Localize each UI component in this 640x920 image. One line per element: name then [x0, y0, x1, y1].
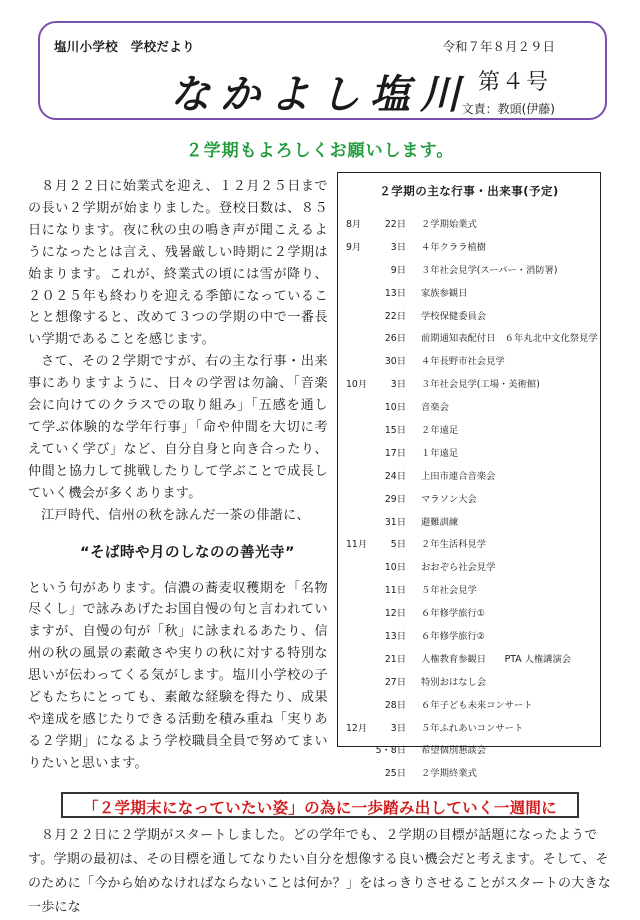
haiku-quote: “そば時や月のしなのの善光寺” [80, 544, 296, 561]
event-day: 26日 [384, 333, 406, 345]
event-name: １年遠足 [421, 447, 459, 459]
event-name: おおぞら社会見学 [421, 562, 496, 574]
event-day: 29日 [384, 493, 406, 505]
main-article [28, 176, 328, 775]
event-name: ２年生活科見学 [421, 539, 487, 551]
event-name: 上田市連合音楽会 [421, 470, 496, 482]
event-month: 10月 [346, 379, 368, 391]
second-article-text: ８月２２日に２学期がスタートしました。どの学年でも、２学期の目標が話題になったようです。学期の最初は、その目標を通してなりたい自分を想像する良い機会だと考えます。そして、そのために「今から始めなければならないことは何か？」をはっきりさせることがスタートの大きな一歩にな [28, 828, 612, 915]
event-row [338, 418, 600, 441]
event-name: マラソン大会 [421, 493, 477, 505]
event-name: ３年社会見学(工場・美術館) [421, 379, 540, 391]
event-name: ６年修学旅行① [421, 608, 486, 620]
event-day: 21日 [384, 653, 406, 665]
event-row [338, 395, 600, 418]
event-row [338, 532, 600, 555]
event-row [338, 212, 600, 235]
event-name: ６年子ども未来コンサート [421, 699, 533, 711]
article-paragraph-3: 江戸時代、信州の秋を詠んだ一茶の俳諧に、 [41, 507, 310, 523]
article-paragraph-1: ８月２２日に始業式を迎え、１２月２５日までの長い２学期が始まりました。登校日数は、８５日になります。夜に秋の虫の鳴き声が聞こえるようになったとは言え、残暑厳しい時期に２学期は始まります。これが、終業式の頃には雪が降り、２０２５年も終わりを迎える季節になっていることと想像すると、改めて３つの学期の中で一番長い学期であることを感じます。 [28, 179, 328, 348]
event-name: 人権教育参観日 PTA 人権講演会 [421, 653, 572, 665]
event-row [338, 738, 600, 761]
event-name: 音楽会 [421, 402, 449, 414]
event-day: 9日 [390, 264, 406, 276]
event-row [338, 624, 600, 647]
section-banner [61, 792, 579, 818]
masthead [38, 21, 607, 120]
event-day: 3日 [390, 241, 406, 253]
event-row [338, 441, 600, 464]
event-month: 8月 [346, 219, 362, 230]
article-paragraph-2: さて、その２学期ですが、右の主な行事・出来事にありますように、日々の学習は勿論、「音楽会に向けてのクラスでの取り組み」「五感を通して学ぶ体験的な学年行事」「命や仲間を大切に考えていく学び」など、自分自身と向き合ったり、仲間と協力して挑戦したりして学ぶことで成長していく機会が多くあります。 [28, 354, 328, 501]
event-day: 3日 [390, 379, 406, 391]
event-day: 30日 [384, 356, 406, 368]
newsletter-title: なかよし塩川 [170, 71, 470, 118]
event-month: 12月 [346, 722, 368, 734]
event-month: 9月 [346, 241, 362, 253]
event-row [338, 693, 600, 716]
event-row [338, 601, 600, 624]
event-day: 31日 [384, 516, 406, 528]
event-name: ６年修学旅行② [421, 631, 486, 643]
event-day: 10日 [384, 402, 406, 414]
event-name: ４年クララ植樹 [421, 241, 487, 253]
event-name: ５年ふれあいコンサート [421, 722, 524, 734]
event-name: ２学期終業式 [421, 768, 477, 780]
event-row [338, 372, 600, 395]
event-name: 避難訓練 [421, 516, 459, 528]
event-row [338, 761, 600, 784]
event-row [338, 304, 600, 327]
event-row [338, 647, 600, 670]
event-day: 3日 [390, 722, 406, 734]
issue-date: 令和７年８月２９日 [442, 39, 555, 54]
event-name: ２学期始業式 [421, 219, 477, 230]
event-row [338, 258, 600, 281]
event-day: 17日 [384, 447, 406, 459]
event-row [338, 510, 600, 533]
event-name: 学校保健委員会 [421, 310, 487, 322]
event-row [338, 235, 600, 258]
banner-text: 「２学期末になっていたい姿」の為に一歩踏み出していく一週間に [82, 799, 557, 817]
event-day: 15日 [384, 425, 406, 437]
event-name: ２年遠足 [421, 425, 459, 437]
event-month: 11月 [346, 539, 368, 551]
event-row [338, 578, 600, 601]
event-row [338, 464, 600, 487]
school-name: 塩川小学校 学校だより [54, 39, 195, 54]
issue-number: 第４号 [478, 70, 551, 95]
event-day: 13日 [384, 631, 406, 643]
article-body-bottom [28, 578, 328, 775]
event-name: 特別おはなし会 [421, 676, 487, 688]
editor-credit: 文責：教頭(伊藤) [461, 102, 555, 116]
event-day: 24日 [384, 470, 406, 482]
event-name: 前期通知表配付日 ６年丸北中文化祭見学 [421, 333, 598, 345]
events-schedule-box [337, 172, 601, 780]
event-name: ３年社会見学(スーパー・消防署) [421, 264, 558, 276]
event-row [338, 326, 600, 349]
event-day: 22日 [384, 310, 406, 322]
event-day: 13日 [384, 287, 406, 299]
event-day: 27日 [384, 676, 406, 688]
event-name: ５年社会見学 [421, 585, 477, 597]
event-row [338, 349, 600, 372]
event-day: 22日 [384, 219, 406, 230]
event-day: 25日 [384, 768, 406, 780]
events-list [338, 212, 600, 784]
event-day: 12日 [384, 608, 406, 620]
event-name: ４年長野市社会見学 [421, 356, 505, 368]
event-row [338, 670, 600, 693]
second-article [28, 824, 612, 920]
event-name: 希望個別懇談会 [421, 745, 487, 757]
event-name: 家族参観日 [421, 287, 468, 299]
event-row [338, 555, 600, 578]
headline: ２学期もよろしくお願いします。 [185, 141, 455, 161]
event-day: 10日 [384, 562, 406, 574]
article-body-top [28, 176, 328, 527]
event-row [338, 281, 600, 304]
event-day: 5・8日 [375, 745, 406, 757]
article-paragraph-4: という句があります。信濃の蕎麦収穫期を「名物尽くし」で詠みあげたお国自慢の句と言われていますが、自慢の句が「秋」に詠まれるあたり、信州の秋の風景の素敵さや実りの秋に対する特別な思いが伝わってくる気がします。塩川小学校の子どもたちにとっても、素敵な経験を得たり、成果や達成を感じたりできる活動を積み重ね「実りある２学期」になるよう学校職員全員で努めてまいりたいと思います。 [28, 580, 328, 771]
event-row [338, 716, 600, 739]
event-day: 28日 [384, 699, 406, 711]
events-title: ２学期の主な行事・出来事(予定) [379, 184, 559, 198]
event-day: 11日 [384, 585, 406, 597]
event-row [338, 487, 600, 510]
event-day: 5日 [390, 539, 406, 551]
